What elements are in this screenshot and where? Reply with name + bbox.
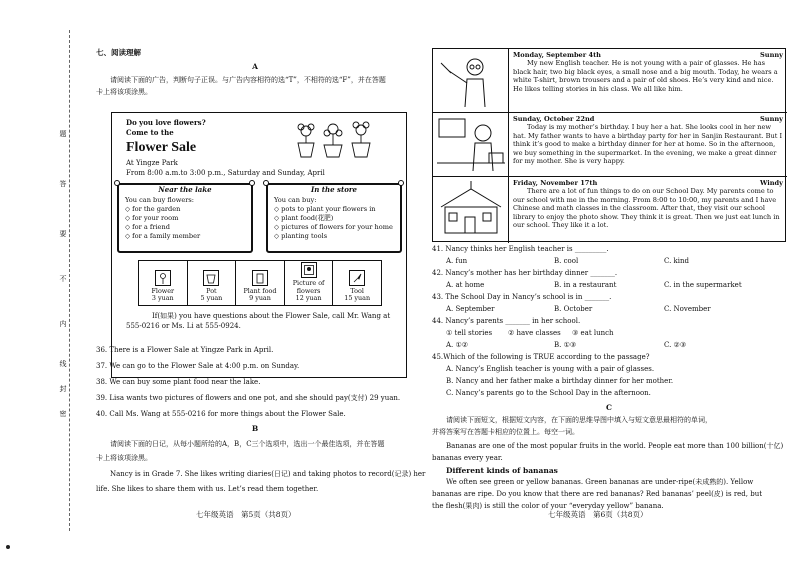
list-item: ◇ for the garden [125, 204, 181, 213]
sidebar-char: 线 [58, 360, 67, 367]
page-6 [432, 48, 786, 548]
intro-a: 请阅读下面的广告，判断句子正误。与广告内容相符的选“T”，不相符的选“F”，并在答题 [110, 76, 386, 84]
ad-contact: If(如果) you have questions about the Flower Sale, call Mr. Wang at [152, 312, 391, 320]
question-45: 45.Which of the following is TRUE according to the passage? [432, 353, 650, 361]
sidebar-char: 要 [58, 230, 67, 237]
price-name: Flower [151, 286, 175, 295]
part-c-label: C [606, 403, 612, 412]
price-value: 3 yuan [151, 294, 174, 303]
sidebar-char: 密 [58, 410, 67, 417]
flower-pots-icon [292, 119, 376, 159]
corner-ornament [249, 180, 255, 186]
near-lake-panel [117, 183, 253, 253]
school-illustration [433, 177, 509, 243]
diary-date: Sunday, October 22nd [513, 115, 595, 123]
binding-margin [58, 30, 70, 531]
question-38: 38. We can buy some plant food near the lake. [96, 378, 261, 386]
option: A. fun [446, 257, 468, 265]
option: A. Nancy’s English teacher is young with a pair of glasses. [446, 365, 655, 373]
passage-c: bananas are ripe. Do you know that there are red bananas? Red bananas’ peel(皮) is red, but [432, 490, 763, 498]
ad-question: Do you love flowers? [126, 118, 206, 127]
question-36: 36. There is a Flower Sale at Yingze Park in April. [96, 346, 274, 354]
question-42: 42. Nancy’s mother has her birthday dinner _______. [432, 269, 618, 277]
option: C. kind [664, 257, 690, 265]
sidebar-char: 题 [58, 130, 67, 137]
diary-weather: Sunny [760, 115, 783, 123]
corner-ornament [263, 180, 269, 186]
sub-option: ② have classes [508, 329, 561, 337]
ad-time: From 8:00 a.m.to 3:00 p.m., Saturday and Sunday, April [126, 169, 325, 177]
pot-icon [203, 270, 219, 286]
in-store-panel [266, 183, 402, 253]
option: A. at home [446, 281, 485, 289]
option: A. ①② [446, 341, 469, 349]
diary-text [513, 115, 783, 166]
page-footer: 七年级英语 第6页（共8页） [548, 510, 648, 519]
picture-icon [301, 262, 317, 278]
ad-contact-cont: 555-0216 or Ms. Li at 555-0924. [126, 322, 241, 330]
birthday-illustration [433, 113, 509, 176]
price-value: 15 yuan [344, 294, 371, 303]
teacher-illustration [433, 49, 509, 112]
sub-option: ① tell stories [446, 329, 493, 337]
list-item: ◇ for your room [125, 213, 179, 222]
flower-icon [155, 270, 171, 286]
price-name: Tool [350, 286, 364, 295]
plant-food-icon [252, 270, 268, 286]
question-43: 43. The School Day in Nancy’s school is in _______. [432, 293, 612, 301]
ad-title: Flower Sale [126, 140, 197, 155]
intro-b: 请阅读下面的日记，从每小题所给的A，B，C三个选项中，选出一个最佳选项，并在答题 [110, 440, 385, 448]
sidebar-char: 答 [58, 180, 67, 187]
diary-body: Today is my mother’s birthday. I buy her a hat. She looks cool in her new hat. My father wants to have a birthday party for her in Sanjin Restaurant. But I think it’s good to make a birthday dinner for her at home. So in the afternoon, we buy something in the supermarket. In the evening, we make a great dinner for my mother. She is very happy. [513, 123, 783, 166]
diary-weather: Windy [759, 179, 783, 187]
price-value: 9 yuan [249, 294, 271, 303]
question-41: 41. Nancy thinks her English teacher is _________. [432, 245, 609, 253]
page-footer: 七年级英语 第5页（共8页） [196, 510, 296, 519]
diary-entry [433, 49, 787, 113]
price-name: Pot [206, 286, 217, 295]
page-5 [96, 48, 426, 548]
diary-weather: Sunny [760, 51, 783, 59]
list-item: ◇ for a family member [125, 231, 201, 240]
sub-option: ③ eat lunch [572, 329, 614, 337]
price-cell [333, 261, 381, 305]
price-value: 12 yuan [295, 294, 322, 303]
section-title: 七、阅读理解 [96, 48, 141, 57]
price-name: Plant food [243, 286, 277, 295]
ad-come: Come to the [126, 128, 174, 137]
ad-place: At Yingze Park [126, 159, 178, 167]
question-39: 39. Lisa wants two pictures of flowers and one pot, and she should pay(支付) 29 yuan. [96, 394, 401, 402]
option: A. September [446, 305, 495, 313]
corner-ornament [398, 180, 404, 186]
sidebar-char: 不 [58, 275, 67, 282]
near-lake-heading: Near the lake [158, 185, 212, 194]
passage-c-cont: bananas every year. [432, 454, 503, 462]
intro-c: 请阅读下面短文，根据短文内容，在下面的思维导图中填入与短文意思最相符的单词， [446, 416, 712, 424]
list-item: ◇ pictures of flowers for your home [274, 222, 393, 231]
diary-text [513, 51, 783, 93]
in-store-lead: You can buy: [274, 195, 317, 204]
story-text-cont: life. She likes to share them with us. Let’s read them together. [96, 485, 319, 493]
diary-body: There are a lot of fun things to do on our School Day. My parents come to our school with me in the morning. From 8:00 to 10:00, my parents and I have Chinese and math classes in the classroom. After that, they visit our school library to enjoy the photo show. They think it is great. Then we just eat lunch in our school. They like it a lot. [513, 187, 780, 230]
question-40: 40. Call Ms. Wang at 555-0216 for more things about the Flower Sale. [96, 410, 346, 418]
price-cell [236, 261, 285, 305]
list-item: ◇ plant food(花肥) [274, 213, 334, 222]
price-cell [285, 261, 334, 305]
list-item: ◇ planting tools [274, 231, 328, 240]
part-a-label: A [252, 62, 258, 71]
flower-sale-ad [111, 112, 407, 378]
trowel-icon [349, 270, 365, 286]
diary-entry [433, 113, 787, 177]
passage-c: We often see green or yellow bananas. Green bananas are under-ripe(未成熟的). Yellow [446, 478, 754, 486]
price-table [138, 260, 382, 306]
option: C. in the supermarket [664, 281, 742, 289]
list-item: ◇ for a friend [125, 222, 170, 231]
punch-dot [6, 545, 10, 549]
sidebar-char: 封 [58, 385, 67, 392]
option: C. November [664, 305, 711, 313]
intro-a-cont: 卡上将该项涂黑。 [96, 88, 152, 96]
question-44: 44. Nancy’s parents _______ in her school. [432, 317, 581, 325]
price-cell [188, 261, 237, 305]
price-value: 5 yuan [200, 294, 223, 303]
option: C. Nancy’s parents go to the School Day in the afternoon. [446, 389, 651, 397]
diary-date: Monday, September 4th [513, 51, 601, 59]
passage-c: the flesh(果肉) is still the color of your “everyday yellow” banana. [432, 502, 664, 510]
option: B. Nancy and her father make a birthday dinner for her mother. [446, 377, 674, 385]
option: B. cool [554, 257, 579, 265]
near-lake-lead: You can buy flowers: [125, 195, 195, 204]
intro-c-cont: 并将答案写在答题卡相应的位置上。每空一词。 [432, 428, 579, 436]
option: C. ②③ [664, 341, 687, 349]
sidebar-char: 内 [58, 320, 67, 327]
passage-c: Bananas are one of the most popular fruits in the world. People eat more than 100 billion(十亿) [446, 442, 784, 450]
option: B. October [554, 305, 593, 313]
intro-b-cont: 卡上将该项涂黑。 [96, 454, 152, 462]
diary-table [432, 48, 786, 242]
diary-date: Friday, November 17th [513, 179, 598, 187]
in-store-heading: In the store [311, 185, 357, 194]
diary-entry [433, 177, 787, 243]
option: B. in a restaurant [554, 281, 617, 289]
part-b-label: B [251, 424, 259, 433]
question-37: 37. We can go to the Flower Sale at 4:00 p.m. on Sunday. [96, 362, 300, 370]
diary-body: My new English teacher. He is not young with a pair of glasses. He has black hair, two big black eyes, a small nose and a big mouth. Today, he wears a white T-shirt, brown trousers and a pair of old shoes. He’s very kind and nice. He likes telling stories in his class. We all like him. [513, 59, 778, 93]
price-cell [139, 261, 188, 305]
price-name: Picture of flowers [292, 278, 325, 295]
passage-c-heading: Different kinds of bananas [446, 466, 558, 475]
story-text: Nancy is in Grade 7. She likes writing diaries(日记) and taking photos to record(记录) her [110, 470, 426, 478]
list-item: ◇ pots to plant your flowers in [274, 204, 376, 213]
diary-text [513, 179, 783, 230]
corner-ornament [114, 180, 120, 186]
option: B. ①③ [554, 341, 577, 349]
